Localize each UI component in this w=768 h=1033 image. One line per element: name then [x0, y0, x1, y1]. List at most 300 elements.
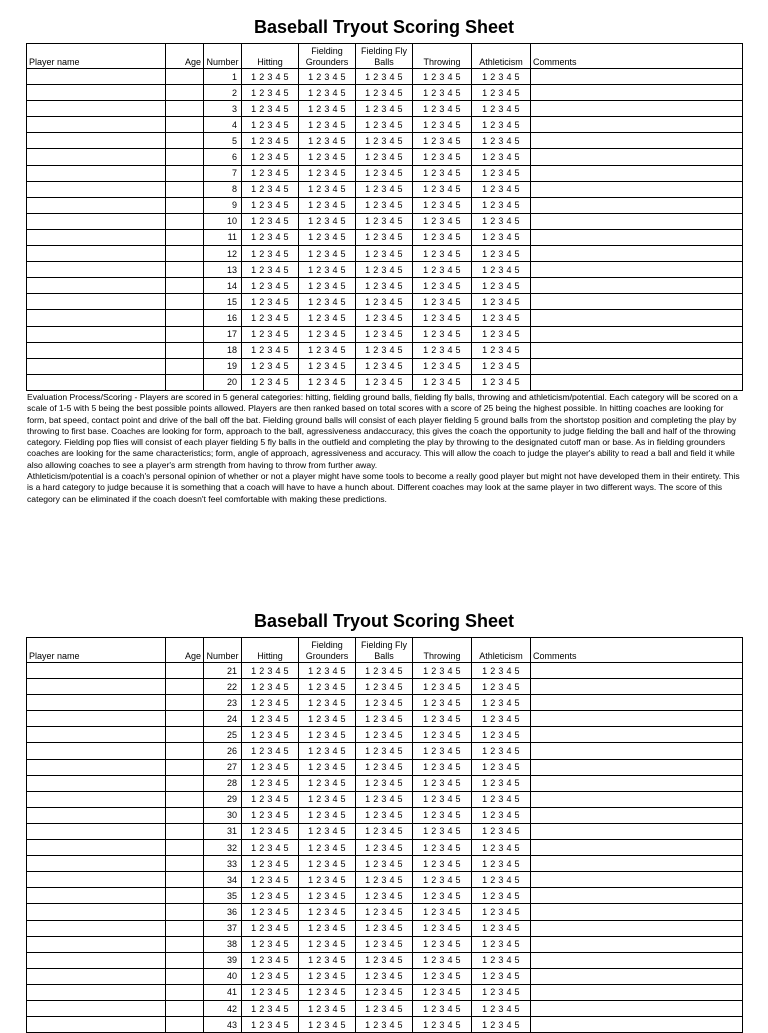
- athleticism-score-cell[interactable]: 1 2 3 4 5: [472, 743, 531, 759]
- fielding-grounders-score-cell[interactable]: 1 2 3 4 5: [299, 326, 356, 342]
- hitting-score-cell[interactable]: 1 2 3 4 5: [242, 920, 299, 936]
- fielding-fly-balls-score-cell[interactable]: 1 2 3 4 5: [356, 968, 413, 984]
- age-cell[interactable]: [166, 904, 204, 920]
- fielding-grounders-score-cell[interactable]: 1 2 3 4 5: [299, 197, 356, 213]
- player-name-cell[interactable]: [27, 101, 166, 117]
- throwing-score-cell[interactable]: 1 2 3 4 5: [413, 759, 472, 775]
- player-name-cell[interactable]: [27, 181, 166, 197]
- athleticism-score-cell[interactable]: 1 2 3 4 5: [472, 294, 531, 310]
- throwing-score-cell[interactable]: 1 2 3 4 5: [413, 872, 472, 888]
- age-cell[interactable]: [166, 246, 204, 262]
- hitting-score-cell[interactable]: 1 2 3 4 5: [242, 872, 299, 888]
- age-cell[interactable]: [166, 840, 204, 856]
- athleticism-score-cell[interactable]: 1 2 3 4 5: [472, 165, 531, 181]
- hitting-score-cell[interactable]: 1 2 3 4 5: [242, 246, 299, 262]
- comments-cell[interactable]: [531, 278, 743, 294]
- hitting-score-cell[interactable]: 1 2 3 4 5: [242, 310, 299, 326]
- fielding-grounders-score-cell[interactable]: 1 2 3 4 5: [299, 968, 356, 984]
- fielding-grounders-score-cell[interactable]: 1 2 3 4 5: [299, 213, 356, 229]
- throwing-score-cell[interactable]: 1 2 3 4 5: [413, 791, 472, 807]
- fielding-fly-balls-score-cell[interactable]: 1 2 3 4 5: [356, 85, 413, 101]
- hitting-score-cell[interactable]: 1 2 3 4 5: [242, 904, 299, 920]
- age-cell[interactable]: [166, 181, 204, 197]
- fielding-grounders-score-cell[interactable]: 1 2 3 4 5: [299, 904, 356, 920]
- athleticism-score-cell[interactable]: 1 2 3 4 5: [472, 133, 531, 149]
- age-cell[interactable]: [166, 133, 204, 149]
- player-name-cell[interactable]: [27, 856, 166, 872]
- athleticism-score-cell[interactable]: 1 2 3 4 5: [472, 310, 531, 326]
- hitting-score-cell[interactable]: 1 2 3 4 5: [242, 775, 299, 791]
- athleticism-score-cell[interactable]: 1 2 3 4 5: [472, 342, 531, 358]
- fielding-fly-balls-score-cell[interactable]: 1 2 3 4 5: [356, 101, 413, 117]
- hitting-score-cell[interactable]: 1 2 3 4 5: [242, 117, 299, 133]
- throwing-score-cell[interactable]: 1 2 3 4 5: [413, 133, 472, 149]
- comments-cell[interactable]: [531, 856, 743, 872]
- fielding-grounders-score-cell[interactable]: 1 2 3 4 5: [299, 149, 356, 165]
- fielding-grounders-score-cell[interactable]: 1 2 3 4 5: [299, 679, 356, 695]
- athleticism-score-cell[interactable]: 1 2 3 4 5: [472, 213, 531, 229]
- fielding-fly-balls-score-cell[interactable]: 1 2 3 4 5: [356, 856, 413, 872]
- throwing-score-cell[interactable]: 1 2 3 4 5: [413, 197, 472, 213]
- athleticism-score-cell[interactable]: 1 2 3 4 5: [472, 262, 531, 278]
- comments-cell[interactable]: [531, 181, 743, 197]
- player-name-cell[interactable]: [27, 278, 166, 294]
- fielding-grounders-score-cell[interactable]: 1 2 3 4 5: [299, 775, 356, 791]
- age-cell[interactable]: [166, 165, 204, 181]
- athleticism-score-cell[interactable]: 1 2 3 4 5: [472, 856, 531, 872]
- comments-cell[interactable]: [531, 840, 743, 856]
- fielding-fly-balls-score-cell[interactable]: 1 2 3 4 5: [356, 181, 413, 197]
- player-name-cell[interactable]: [27, 679, 166, 695]
- age-cell[interactable]: [166, 759, 204, 775]
- comments-cell[interactable]: [531, 229, 743, 245]
- player-name-cell[interactable]: [27, 246, 166, 262]
- hitting-score-cell[interactable]: 1 2 3 4 5: [242, 1017, 299, 1033]
- hitting-score-cell[interactable]: 1 2 3 4 5: [242, 823, 299, 839]
- comments-cell[interactable]: [531, 197, 743, 213]
- fielding-fly-balls-score-cell[interactable]: 1 2 3 4 5: [356, 229, 413, 245]
- player-name-cell[interactable]: [27, 807, 166, 823]
- hitting-score-cell[interactable]: 1 2 3 4 5: [242, 374, 299, 390]
- throwing-score-cell[interactable]: 1 2 3 4 5: [413, 1000, 472, 1016]
- player-name-cell[interactable]: [27, 727, 166, 743]
- player-name-cell[interactable]: [27, 85, 166, 101]
- throwing-score-cell[interactable]: 1 2 3 4 5: [413, 294, 472, 310]
- comments-cell[interactable]: [531, 310, 743, 326]
- fielding-grounders-score-cell[interactable]: 1 2 3 4 5: [299, 278, 356, 294]
- comments-cell[interactable]: [531, 69, 743, 85]
- fielding-fly-balls-score-cell[interactable]: 1 2 3 4 5: [356, 711, 413, 727]
- comments-cell[interactable]: [531, 246, 743, 262]
- hitting-score-cell[interactable]: 1 2 3 4 5: [242, 149, 299, 165]
- comments-cell[interactable]: [531, 374, 743, 390]
- throwing-score-cell[interactable]: 1 2 3 4 5: [413, 1017, 472, 1033]
- comments-cell[interactable]: [531, 679, 743, 695]
- age-cell[interactable]: [166, 888, 204, 904]
- fielding-grounders-score-cell[interactable]: 1 2 3 4 5: [299, 342, 356, 358]
- hitting-score-cell[interactable]: 1 2 3 4 5: [242, 229, 299, 245]
- age-cell[interactable]: [166, 197, 204, 213]
- throwing-score-cell[interactable]: 1 2 3 4 5: [413, 904, 472, 920]
- fielding-grounders-score-cell[interactable]: 1 2 3 4 5: [299, 791, 356, 807]
- fielding-grounders-score-cell[interactable]: 1 2 3 4 5: [299, 872, 356, 888]
- player-name-cell[interactable]: [27, 968, 166, 984]
- player-name-cell[interactable]: [27, 888, 166, 904]
- player-name-cell[interactable]: [27, 791, 166, 807]
- fielding-grounders-score-cell[interactable]: 1 2 3 4 5: [299, 358, 356, 374]
- athleticism-score-cell[interactable]: 1 2 3 4 5: [472, 1000, 531, 1016]
- comments-cell[interactable]: [531, 294, 743, 310]
- fielding-fly-balls-score-cell[interactable]: 1 2 3 4 5: [356, 117, 413, 133]
- hitting-score-cell[interactable]: 1 2 3 4 5: [242, 85, 299, 101]
- throwing-score-cell[interactable]: 1 2 3 4 5: [413, 663, 472, 679]
- fielding-grounders-score-cell[interactable]: 1 2 3 4 5: [299, 1017, 356, 1033]
- player-name-cell[interactable]: [27, 711, 166, 727]
- athleticism-score-cell[interactable]: 1 2 3 4 5: [472, 807, 531, 823]
- fielding-fly-balls-score-cell[interactable]: 1 2 3 4 5: [356, 1017, 413, 1033]
- age-cell[interactable]: [166, 69, 204, 85]
- athleticism-score-cell[interactable]: 1 2 3 4 5: [472, 197, 531, 213]
- comments-cell[interactable]: [531, 1000, 743, 1016]
- hitting-score-cell[interactable]: 1 2 3 4 5: [242, 663, 299, 679]
- age-cell[interactable]: [166, 358, 204, 374]
- fielding-fly-balls-score-cell[interactable]: 1 2 3 4 5: [356, 759, 413, 775]
- player-name-cell[interactable]: [27, 1000, 166, 1016]
- fielding-fly-balls-score-cell[interactable]: 1 2 3 4 5: [356, 246, 413, 262]
- age-cell[interactable]: [166, 117, 204, 133]
- comments-cell[interactable]: [531, 711, 743, 727]
- hitting-score-cell[interactable]: 1 2 3 4 5: [242, 759, 299, 775]
- player-name-cell[interactable]: [27, 775, 166, 791]
- fielding-fly-balls-score-cell[interactable]: 1 2 3 4 5: [356, 775, 413, 791]
- age-cell[interactable]: [166, 326, 204, 342]
- comments-cell[interactable]: [531, 165, 743, 181]
- fielding-grounders-score-cell[interactable]: 1 2 3 4 5: [299, 936, 356, 952]
- hitting-score-cell[interactable]: 1 2 3 4 5: [242, 101, 299, 117]
- hitting-score-cell[interactable]: 1 2 3 4 5: [242, 69, 299, 85]
- fielding-fly-balls-score-cell[interactable]: 1 2 3 4 5: [356, 872, 413, 888]
- comments-cell[interactable]: [531, 326, 743, 342]
- throwing-score-cell[interactable]: 1 2 3 4 5: [413, 262, 472, 278]
- comments-cell[interactable]: [531, 727, 743, 743]
- comments-cell[interactable]: [531, 807, 743, 823]
- hitting-score-cell[interactable]: 1 2 3 4 5: [242, 984, 299, 1000]
- hitting-score-cell[interactable]: 1 2 3 4 5: [242, 968, 299, 984]
- hitting-score-cell[interactable]: 1 2 3 4 5: [242, 294, 299, 310]
- age-cell[interactable]: [166, 952, 204, 968]
- comments-cell[interactable]: [531, 262, 743, 278]
- throwing-score-cell[interactable]: 1 2 3 4 5: [413, 711, 472, 727]
- athleticism-score-cell[interactable]: 1 2 3 4 5: [472, 952, 531, 968]
- fielding-grounders-score-cell[interactable]: 1 2 3 4 5: [299, 85, 356, 101]
- hitting-score-cell[interactable]: 1 2 3 4 5: [242, 807, 299, 823]
- comments-cell[interactable]: [531, 1017, 743, 1033]
- comments-cell[interactable]: [531, 984, 743, 1000]
- fielding-grounders-score-cell[interactable]: 1 2 3 4 5: [299, 695, 356, 711]
- player-name-cell[interactable]: [27, 326, 166, 342]
- comments-cell[interactable]: [531, 968, 743, 984]
- fielding-fly-balls-score-cell[interactable]: 1 2 3 4 5: [356, 1000, 413, 1016]
- athleticism-score-cell[interactable]: 1 2 3 4 5: [472, 727, 531, 743]
- comments-cell[interactable]: [531, 888, 743, 904]
- fielding-grounders-score-cell[interactable]: 1 2 3 4 5: [299, 743, 356, 759]
- age-cell[interactable]: [166, 1017, 204, 1033]
- fielding-fly-balls-score-cell[interactable]: 1 2 3 4 5: [356, 213, 413, 229]
- player-name-cell[interactable]: [27, 262, 166, 278]
- hitting-score-cell[interactable]: 1 2 3 4 5: [242, 856, 299, 872]
- hitting-score-cell[interactable]: 1 2 3 4 5: [242, 358, 299, 374]
- age-cell[interactable]: [166, 695, 204, 711]
- athleticism-score-cell[interactable]: 1 2 3 4 5: [472, 920, 531, 936]
- age-cell[interactable]: [166, 149, 204, 165]
- player-name-cell[interactable]: [27, 743, 166, 759]
- hitting-score-cell[interactable]: 1 2 3 4 5: [242, 326, 299, 342]
- fielding-grounders-score-cell[interactable]: 1 2 3 4 5: [299, 727, 356, 743]
- fielding-grounders-score-cell[interactable]: 1 2 3 4 5: [299, 823, 356, 839]
- fielding-fly-balls-score-cell[interactable]: 1 2 3 4 5: [356, 904, 413, 920]
- fielding-grounders-score-cell[interactable]: 1 2 3 4 5: [299, 711, 356, 727]
- player-name-cell[interactable]: [27, 117, 166, 133]
- age-cell[interactable]: [166, 807, 204, 823]
- athleticism-score-cell[interactable]: 1 2 3 4 5: [472, 149, 531, 165]
- hitting-score-cell[interactable]: 1 2 3 4 5: [242, 888, 299, 904]
- age-cell[interactable]: [166, 743, 204, 759]
- fielding-grounders-score-cell[interactable]: 1 2 3 4 5: [299, 663, 356, 679]
- fielding-grounders-score-cell[interactable]: 1 2 3 4 5: [299, 101, 356, 117]
- age-cell[interactable]: [166, 213, 204, 229]
- throwing-score-cell[interactable]: 1 2 3 4 5: [413, 679, 472, 695]
- throwing-score-cell[interactable]: 1 2 3 4 5: [413, 952, 472, 968]
- athleticism-score-cell[interactable]: 1 2 3 4 5: [472, 181, 531, 197]
- athleticism-score-cell[interactable]: 1 2 3 4 5: [472, 711, 531, 727]
- hitting-score-cell[interactable]: 1 2 3 4 5: [242, 165, 299, 181]
- comments-cell[interactable]: [531, 101, 743, 117]
- fielding-grounders-score-cell[interactable]: 1 2 3 4 5: [299, 69, 356, 85]
- fielding-grounders-score-cell[interactable]: 1 2 3 4 5: [299, 117, 356, 133]
- comments-cell[interactable]: [531, 342, 743, 358]
- fielding-fly-balls-score-cell[interactable]: 1 2 3 4 5: [356, 326, 413, 342]
- throwing-score-cell[interactable]: 1 2 3 4 5: [413, 888, 472, 904]
- fielding-grounders-score-cell[interactable]: 1 2 3 4 5: [299, 759, 356, 775]
- athleticism-score-cell[interactable]: 1 2 3 4 5: [472, 679, 531, 695]
- fielding-grounders-score-cell[interactable]: 1 2 3 4 5: [299, 374, 356, 390]
- throwing-score-cell[interactable]: 1 2 3 4 5: [413, 165, 472, 181]
- player-name-cell[interactable]: [27, 984, 166, 1000]
- throwing-score-cell[interactable]: 1 2 3 4 5: [413, 823, 472, 839]
- fielding-fly-balls-score-cell[interactable]: 1 2 3 4 5: [356, 807, 413, 823]
- fielding-fly-balls-score-cell[interactable]: 1 2 3 4 5: [356, 743, 413, 759]
- throwing-score-cell[interactable]: 1 2 3 4 5: [413, 695, 472, 711]
- throwing-score-cell[interactable]: 1 2 3 4 5: [413, 968, 472, 984]
- age-cell[interactable]: [166, 342, 204, 358]
- throwing-score-cell[interactable]: 1 2 3 4 5: [413, 117, 472, 133]
- fielding-fly-balls-score-cell[interactable]: 1 2 3 4 5: [356, 679, 413, 695]
- age-cell[interactable]: [166, 727, 204, 743]
- age-cell[interactable]: [166, 823, 204, 839]
- player-name-cell[interactable]: [27, 374, 166, 390]
- throwing-score-cell[interactable]: 1 2 3 4 5: [413, 310, 472, 326]
- player-name-cell[interactable]: [27, 759, 166, 775]
- comments-cell[interactable]: [531, 936, 743, 952]
- athleticism-score-cell[interactable]: 1 2 3 4 5: [472, 888, 531, 904]
- athleticism-score-cell[interactable]: 1 2 3 4 5: [472, 358, 531, 374]
- fielding-fly-balls-score-cell[interactable]: 1 2 3 4 5: [356, 920, 413, 936]
- age-cell[interactable]: [166, 791, 204, 807]
- fielding-grounders-score-cell[interactable]: 1 2 3 4 5: [299, 262, 356, 278]
- fielding-grounders-score-cell[interactable]: 1 2 3 4 5: [299, 181, 356, 197]
- hitting-score-cell[interactable]: 1 2 3 4 5: [242, 181, 299, 197]
- throwing-score-cell[interactable]: 1 2 3 4 5: [413, 358, 472, 374]
- comments-cell[interactable]: [531, 759, 743, 775]
- athleticism-score-cell[interactable]: 1 2 3 4 5: [472, 85, 531, 101]
- throwing-score-cell[interactable]: 1 2 3 4 5: [413, 743, 472, 759]
- throwing-score-cell[interactable]: 1 2 3 4 5: [413, 326, 472, 342]
- comments-cell[interactable]: [531, 695, 743, 711]
- throwing-score-cell[interactable]: 1 2 3 4 5: [413, 920, 472, 936]
- athleticism-score-cell[interactable]: 1 2 3 4 5: [472, 695, 531, 711]
- throwing-score-cell[interactable]: 1 2 3 4 5: [413, 85, 472, 101]
- comments-cell[interactable]: [531, 358, 743, 374]
- throwing-score-cell[interactable]: 1 2 3 4 5: [413, 342, 472, 358]
- player-name-cell[interactable]: [27, 165, 166, 181]
- player-name-cell[interactable]: [27, 920, 166, 936]
- fielding-grounders-score-cell[interactable]: 1 2 3 4 5: [299, 294, 356, 310]
- age-cell[interactable]: [166, 310, 204, 326]
- fielding-fly-balls-score-cell[interactable]: 1 2 3 4 5: [356, 133, 413, 149]
- throwing-score-cell[interactable]: 1 2 3 4 5: [413, 840, 472, 856]
- throwing-score-cell[interactable]: 1 2 3 4 5: [413, 278, 472, 294]
- age-cell[interactable]: [166, 85, 204, 101]
- player-name-cell[interactable]: [27, 695, 166, 711]
- fielding-fly-balls-score-cell[interactable]: 1 2 3 4 5: [356, 294, 413, 310]
- throwing-score-cell[interactable]: 1 2 3 4 5: [413, 69, 472, 85]
- comments-cell[interactable]: [531, 952, 743, 968]
- hitting-score-cell[interactable]: 1 2 3 4 5: [242, 791, 299, 807]
- comments-cell[interactable]: [531, 791, 743, 807]
- hitting-score-cell[interactable]: 1 2 3 4 5: [242, 695, 299, 711]
- player-name-cell[interactable]: [27, 823, 166, 839]
- athleticism-score-cell[interactable]: 1 2 3 4 5: [472, 984, 531, 1000]
- fielding-grounders-score-cell[interactable]: 1 2 3 4 5: [299, 807, 356, 823]
- player-name-cell[interactable]: [27, 663, 166, 679]
- player-name-cell[interactable]: [27, 213, 166, 229]
- fielding-fly-balls-score-cell[interactable]: 1 2 3 4 5: [356, 342, 413, 358]
- age-cell[interactable]: [166, 711, 204, 727]
- age-cell[interactable]: [166, 679, 204, 695]
- throwing-score-cell[interactable]: 1 2 3 4 5: [413, 775, 472, 791]
- player-name-cell[interactable]: [27, 149, 166, 165]
- athleticism-score-cell[interactable]: 1 2 3 4 5: [472, 759, 531, 775]
- fielding-grounders-score-cell[interactable]: 1 2 3 4 5: [299, 984, 356, 1000]
- athleticism-score-cell[interactable]: 1 2 3 4 5: [472, 246, 531, 262]
- athleticism-score-cell[interactable]: 1 2 3 4 5: [472, 101, 531, 117]
- throwing-score-cell[interactable]: 1 2 3 4 5: [413, 856, 472, 872]
- age-cell[interactable]: [166, 872, 204, 888]
- fielding-grounders-score-cell[interactable]: 1 2 3 4 5: [299, 840, 356, 856]
- fielding-fly-balls-score-cell[interactable]: 1 2 3 4 5: [356, 165, 413, 181]
- fielding-fly-balls-score-cell[interactable]: 1 2 3 4 5: [356, 695, 413, 711]
- fielding-fly-balls-score-cell[interactable]: 1 2 3 4 5: [356, 69, 413, 85]
- age-cell[interactable]: [166, 920, 204, 936]
- comments-cell[interactable]: [531, 872, 743, 888]
- throwing-score-cell[interactable]: 1 2 3 4 5: [413, 727, 472, 743]
- athleticism-score-cell[interactable]: 1 2 3 4 5: [472, 69, 531, 85]
- age-cell[interactable]: [166, 775, 204, 791]
- athleticism-score-cell[interactable]: 1 2 3 4 5: [472, 1017, 531, 1033]
- athleticism-score-cell[interactable]: 1 2 3 4 5: [472, 278, 531, 294]
- throwing-score-cell[interactable]: 1 2 3 4 5: [413, 246, 472, 262]
- hitting-score-cell[interactable]: 1 2 3 4 5: [242, 727, 299, 743]
- hitting-score-cell[interactable]: 1 2 3 4 5: [242, 952, 299, 968]
- throwing-score-cell[interactable]: 1 2 3 4 5: [413, 181, 472, 197]
- fielding-fly-balls-score-cell[interactable]: 1 2 3 4 5: [356, 952, 413, 968]
- age-cell[interactable]: [166, 101, 204, 117]
- athleticism-score-cell[interactable]: 1 2 3 4 5: [472, 326, 531, 342]
- age-cell[interactable]: [166, 1000, 204, 1016]
- fielding-fly-balls-score-cell[interactable]: 1 2 3 4 5: [356, 727, 413, 743]
- age-cell[interactable]: [166, 984, 204, 1000]
- comments-cell[interactable]: [531, 743, 743, 759]
- comments-cell[interactable]: [531, 663, 743, 679]
- age-cell[interactable]: [166, 229, 204, 245]
- player-name-cell[interactable]: [27, 936, 166, 952]
- fielding-grounders-score-cell[interactable]: 1 2 3 4 5: [299, 165, 356, 181]
- hitting-score-cell[interactable]: 1 2 3 4 5: [242, 711, 299, 727]
- fielding-grounders-score-cell[interactable]: 1 2 3 4 5: [299, 229, 356, 245]
- hitting-score-cell[interactable]: 1 2 3 4 5: [242, 262, 299, 278]
- hitting-score-cell[interactable]: 1 2 3 4 5: [242, 133, 299, 149]
- hitting-score-cell[interactable]: 1 2 3 4 5: [242, 679, 299, 695]
- athleticism-score-cell[interactable]: 1 2 3 4 5: [472, 823, 531, 839]
- player-name-cell[interactable]: [27, 872, 166, 888]
- throwing-score-cell[interactable]: 1 2 3 4 5: [413, 229, 472, 245]
- throwing-score-cell[interactable]: 1 2 3 4 5: [413, 101, 472, 117]
- fielding-fly-balls-score-cell[interactable]: 1 2 3 4 5: [356, 840, 413, 856]
- athleticism-score-cell[interactable]: 1 2 3 4 5: [472, 904, 531, 920]
- fielding-fly-balls-score-cell[interactable]: 1 2 3 4 5: [356, 310, 413, 326]
- player-name-cell[interactable]: [27, 840, 166, 856]
- throwing-score-cell[interactable]: 1 2 3 4 5: [413, 807, 472, 823]
- hitting-score-cell[interactable]: 1 2 3 4 5: [242, 1000, 299, 1016]
- player-name-cell[interactable]: [27, 904, 166, 920]
- player-name-cell[interactable]: [27, 952, 166, 968]
- comments-cell[interactable]: [531, 213, 743, 229]
- player-name-cell[interactable]: [27, 69, 166, 85]
- player-name-cell[interactable]: [27, 310, 166, 326]
- athleticism-score-cell[interactable]: 1 2 3 4 5: [472, 872, 531, 888]
- comments-cell[interactable]: [531, 775, 743, 791]
- player-name-cell[interactable]: [27, 1017, 166, 1033]
- throwing-score-cell[interactable]: 1 2 3 4 5: [413, 984, 472, 1000]
- fielding-fly-balls-score-cell[interactable]: 1 2 3 4 5: [356, 358, 413, 374]
- fielding-grounders-score-cell[interactable]: 1 2 3 4 5: [299, 920, 356, 936]
- fielding-fly-balls-score-cell[interactable]: 1 2 3 4 5: [356, 374, 413, 390]
- fielding-fly-balls-score-cell[interactable]: 1 2 3 4 5: [356, 984, 413, 1000]
- throwing-score-cell[interactable]: 1 2 3 4 5: [413, 149, 472, 165]
- comments-cell[interactable]: [531, 85, 743, 101]
- fielding-grounders-score-cell[interactable]: 1 2 3 4 5: [299, 133, 356, 149]
- comments-cell[interactable]: [531, 823, 743, 839]
- athleticism-score-cell[interactable]: 1 2 3 4 5: [472, 936, 531, 952]
- fielding-grounders-score-cell[interactable]: 1 2 3 4 5: [299, 310, 356, 326]
- comments-cell[interactable]: [531, 117, 743, 133]
- hitting-score-cell[interactable]: 1 2 3 4 5: [242, 342, 299, 358]
- hitting-score-cell[interactable]: 1 2 3 4 5: [242, 936, 299, 952]
- age-cell[interactable]: [166, 374, 204, 390]
- hitting-score-cell[interactable]: 1 2 3 4 5: [242, 213, 299, 229]
- fielding-grounders-score-cell[interactable]: 1 2 3 4 5: [299, 246, 356, 262]
- athleticism-score-cell[interactable]: 1 2 3 4 5: [472, 374, 531, 390]
